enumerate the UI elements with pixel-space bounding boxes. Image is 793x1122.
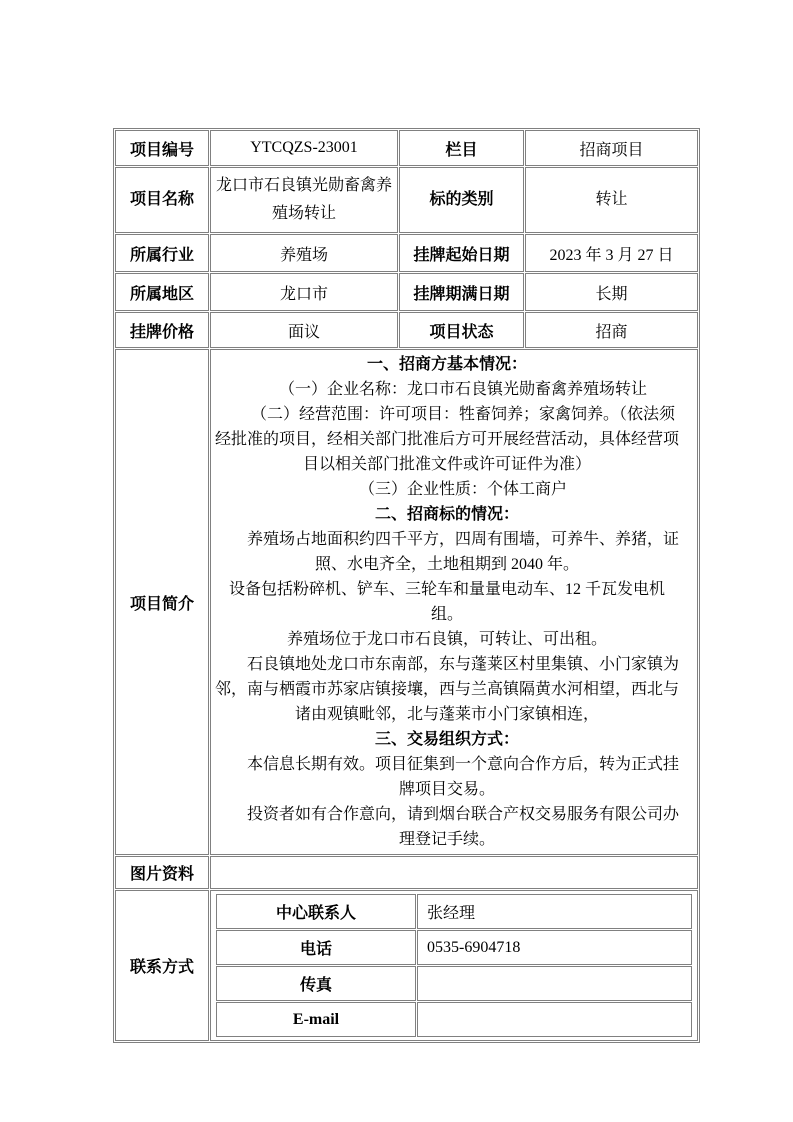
image-material-content [210, 856, 698, 889]
summary-paragraph: （三）企业性质：个体工商户 [358, 481, 567, 498]
subject-type-value: 转让 [525, 167, 698, 233]
summary-text-block [215, 352, 679, 852]
fax-label: 传真 [216, 966, 416, 1001]
category-value: 招商项目 [525, 130, 698, 166]
industry-value: 养殖场 [210, 234, 398, 272]
fax-value [417, 966, 692, 1001]
listing-price-label: 挂牌价格 [115, 312, 209, 348]
project-status-label: 项目状态 [399, 312, 524, 348]
summary-paragraph: 设备包括粉碎机、铲车、三轮车和量量电动车、12 千瓦发电机组。 [228, 581, 665, 623]
project-name-label: 项目名称 [115, 167, 209, 233]
contact-row [216, 894, 692, 929]
table-row [115, 234, 698, 272]
table-row [115, 130, 698, 166]
listing-expiry-date-label: 挂牌期满日期 [399, 273, 524, 311]
table-row [115, 167, 698, 233]
phone-value: 0535-6904718 [417, 930, 692, 965]
region-value: 龙口市 [210, 273, 398, 311]
summary-paragraph: 养殖场位于龙口市石良镇，可转让、可出租。 [286, 631, 607, 648]
project-info-table [113, 128, 700, 1043]
summary-heading-1: 一、招商方基本情况： [366, 356, 527, 373]
project-summary-content [210, 349, 698, 855]
phone-label: 电话 [216, 930, 416, 965]
region-label: 所属地区 [115, 273, 209, 311]
summary-paragraph: （一）企业名称：龙口市石良镇光勋畜禽养殖场转让 [278, 381, 647, 398]
table-row [115, 890, 698, 1041]
contact-person-value: 张经理 [417, 894, 692, 929]
project-number-value: YTCQZS-23001 [210, 130, 398, 166]
project-number-label: 项目编号 [115, 130, 209, 166]
table-row [115, 349, 698, 855]
project-name-value: 龙口市石良镇光勋畜禽养殖场转让 [210, 167, 398, 233]
summary-paragraph: （二）经营范围：许可项目：牲畜饲养；家禽饲养。（依法须经批准的项目，经相关部门批准后方可开展经营活动，具体经营项目以相关部门批准文件或许可证件为准） [215, 406, 680, 473]
email-value [417, 1002, 692, 1037]
listing-expiry-date-value: 长期 [525, 273, 698, 311]
contact-info-content [210, 890, 698, 1041]
subject-type-label: 标的类别 [399, 167, 524, 233]
table-row [115, 856, 698, 889]
summary-heading-2: 二、招商标的情况： [374, 506, 519, 523]
table-row [115, 312, 698, 348]
project-summary-label: 项目简介 [115, 349, 209, 855]
contact-person-label: 中心联系人 [216, 894, 416, 929]
summary-paragraph: 石良镇地处龙口市东南部，东与蓬莱区村里集镇、小门家镇为邻，南与栖霞市苏家店镇接壤，西与兰高镇隔黄水河相望，西北与诸由观镇毗邻，北与蓬莱市小门家镇相连， [215, 656, 680, 723]
listing-price-value: 面议 [210, 312, 398, 348]
image-material-label: 图片资料 [115, 856, 209, 889]
industry-label: 所属行业 [115, 234, 209, 272]
contact-table [215, 893, 693, 1038]
contact-info-label: 联系方式 [115, 890, 209, 1041]
contact-row [216, 966, 692, 1001]
contact-row [216, 930, 692, 965]
summary-paragraph: 投资者如有合作意向，请到烟台联合产权交易服务有限公司办理登记手续。 [247, 806, 680, 848]
summary-heading-3: 三、交易组织方式： [374, 731, 519, 748]
listing-start-date-label: 挂牌起始日期 [399, 234, 524, 272]
listing-start-date-value: 2023 年 3 月 27 日 [525, 234, 698, 272]
contact-row [216, 1002, 692, 1037]
project-status-value: 招商 [525, 312, 698, 348]
summary-paragraph: 养殖场占地面积约四千平方，四周有围墙，可养牛、养猪，证照、水电齐全，土地租期到 2040 年。 [247, 531, 680, 573]
category-label: 栏目 [399, 130, 524, 166]
summary-paragraph: 本信息长期有效。项目征集到一个意向合作方后，转为正式挂牌项目交易。 [247, 756, 680, 798]
table-row [115, 273, 698, 311]
email-label: E-mail [216, 1002, 416, 1037]
